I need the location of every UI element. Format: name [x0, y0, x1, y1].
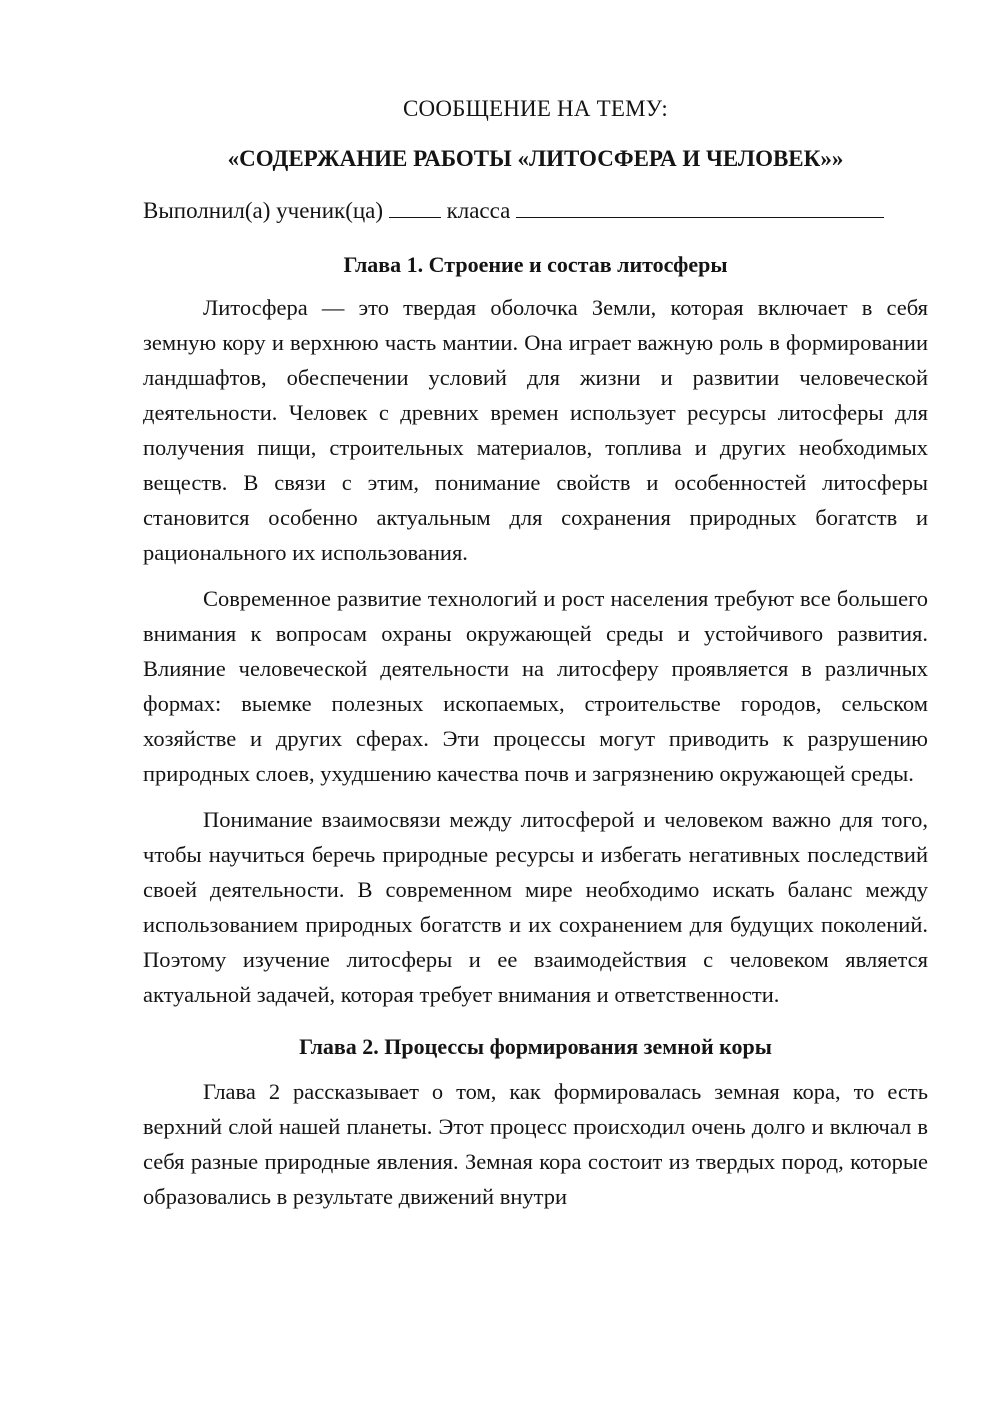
chapter1-paragraph-3: Понимание взаимосвязи между литосферой и человеком важно для того, чтобы научиться беречь природные ресурсы и избегать негативных последствий своей деятельности. В современном мире необходимо искать баланс между использованием природных богатств и их сохранением для будущих поколений. Поэтому изучение литосферы и ее взаимодействия с человеком является актуальной задачей, которая требует внимания и ответственности.	[143, 807, 928, 1007]
document-title-line1: СООБЩЕНИЕ НА ТЕМУ:	[403, 96, 668, 121]
document-title-line2: «СОДЕРЖАНИЕ РАБОТЫ «ЛИТОСФЕРА И ЧЕЛОВЕК»»	[227, 146, 844, 171]
chapter1-paragraph-1: Литосфера — это твердая оболочка Земли, которая включает в себя земную кору и верхнюю часть мантии. Она играет важную роль в формировании ландшафтов, обеспечении условий для жизни и развитии человеческой деятельности. Человек с древних времен использует ресурсы литосферы для получения пищи, строительных материалов, топлива и других необходимых веществ. В связи с этим, понимание свойств и особенностей литосферы становится особенно актуальным для сохранения природных богатств и рационального их использования.	[143, 295, 928, 565]
class-word: класса	[446, 198, 511, 223]
grade-blank	[389, 195, 441, 218]
chapter1-paragraph-2: Современное развитие технологий и рост населения требуют все большего внимания к вопросам охраны окружающей среды и устойчивого развития. Влияние человеческой деятельности на литосферу проявляется в различных формах: выемке полезных ископаемых, строительстве городов, сельском хозяйстве и других сферах. Эти процессы могут приводить к разрушению природных слоев, ухудшению качества почв и загрязнению окружающей среды.	[143, 586, 928, 786]
chapter2-heading: Глава 2. Процессы формирования земной коры	[299, 1034, 772, 1059]
class-blank	[516, 195, 884, 218]
document-page	[143, 92, 928, 1214]
author-line	[143, 194, 928, 228]
author-prefix: Выполнил(а) ученик(ца)	[143, 198, 384, 223]
chapter1-heading: Глава 1. Строение и состав литосферы	[343, 252, 728, 277]
chapter2-paragraph-1: Глава 2 рассказывает о том, как формировалась земная кора, то есть верхний слой нашей планеты. Этот процесс происходил очень долго и включал в себя разные природные явления. Земная кора состоит из твердых пород, которые образовались в результате движений внутри	[143, 1079, 928, 1209]
